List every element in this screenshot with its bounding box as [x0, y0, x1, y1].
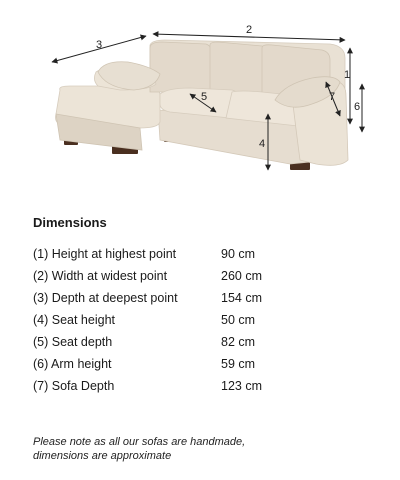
dimension-label: (5) Seat depth: [33, 335, 113, 349]
marker-5: 5: [201, 91, 208, 103]
marker-4: 4: [259, 138, 266, 150]
dimension-label: (1) Height at highest point: [33, 247, 177, 261]
marker-2: 2: [246, 24, 253, 36]
note-line-1: Please note as all our sofas are handmade,: [33, 436, 246, 448]
dimension-label: (3) Depth at deepest point: [33, 291, 178, 305]
marker-6: 6: [354, 101, 361, 113]
dimension-value: 50 cm: [221, 313, 256, 327]
dimensions-list: [33, 243, 373, 397]
dimension-label: (7) Sofa Depth: [33, 379, 115, 393]
dimension-row-width: [33, 265, 373, 287]
dimension-row-seat-height: [33, 309, 373, 331]
dimension-value: 90 cm: [221, 247, 256, 261]
marker-1: 1: [344, 69, 351, 81]
dimension-row-sofa-depth: [33, 375, 373, 397]
dimension-value: 82 cm: [221, 335, 256, 349]
dimension-value: 154 cm: [221, 291, 262, 305]
dimension-value: 59 cm: [221, 357, 256, 371]
dimension-row-depth: [33, 287, 373, 309]
sofa-illustration: [0, 0, 400, 200]
dimension-row-height: [33, 243, 373, 265]
dimension-value: 260 cm: [221, 269, 262, 283]
handmade-note: [33, 435, 373, 463]
dimension-value: 123 cm: [221, 379, 262, 393]
dimension-label: (6) Arm height: [33, 357, 112, 371]
dimension-row-arm-height: [33, 353, 373, 375]
marker-3: 3: [96, 39, 103, 51]
dimension-row-seat-depth: [33, 331, 373, 353]
dimensions-heading: Dimensions: [33, 215, 107, 230]
note-line-2: dimensions are approximate: [33, 450, 172, 462]
marker-7: 7: [329, 91, 336, 103]
dimension-label: (2) Width at widest point: [33, 269, 168, 283]
dimension-label: (4) Seat height: [33, 313, 115, 327]
sofa-dimension-diagram: [0, 0, 400, 200]
